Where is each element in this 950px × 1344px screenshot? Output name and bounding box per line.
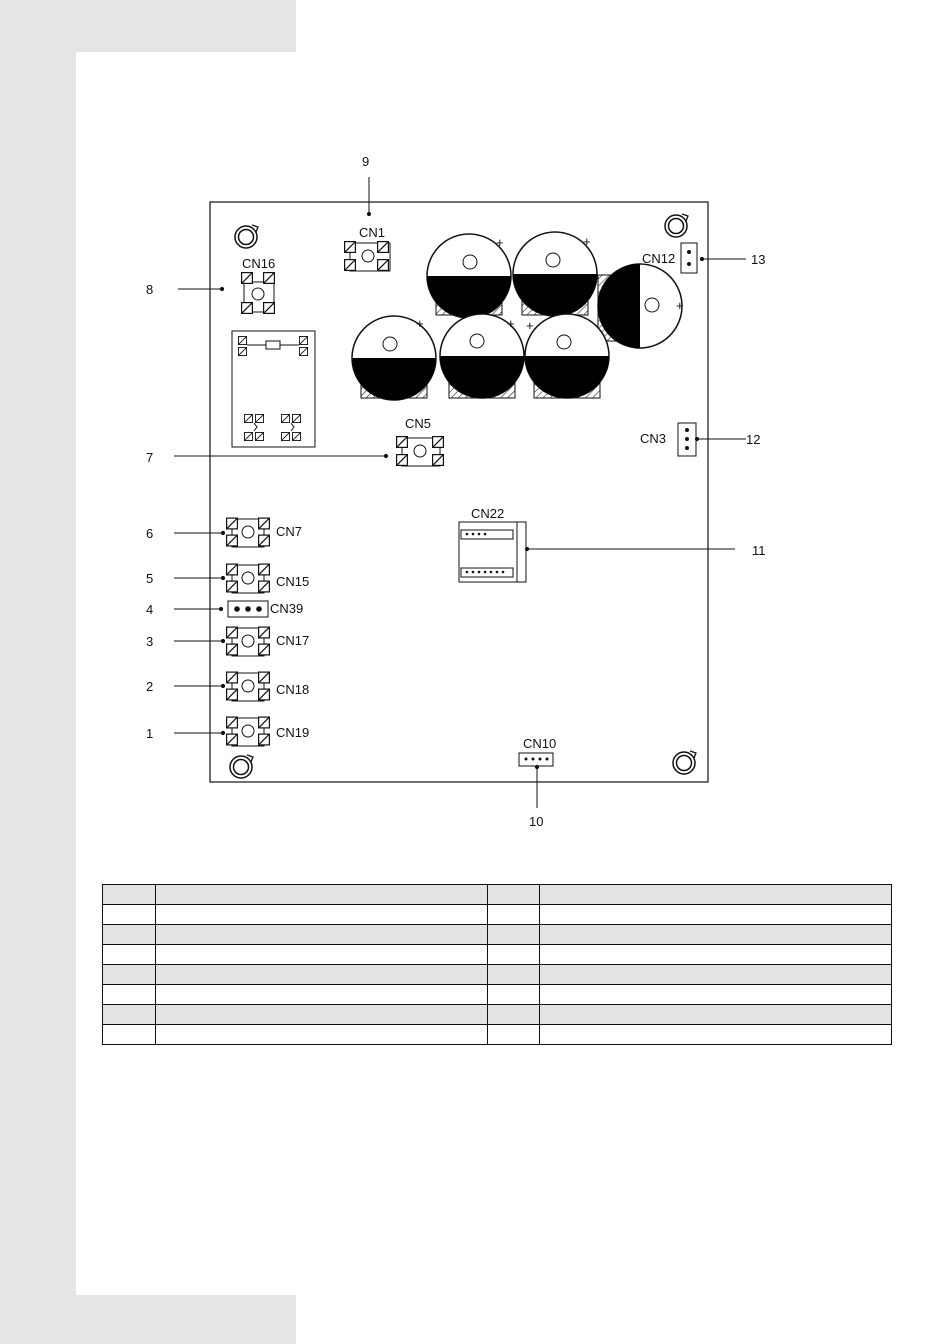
table-cell [540, 885, 892, 905]
table-row [103, 1025, 892, 1045]
label-cn12: CN12 [642, 251, 676, 266]
table-cell [156, 1025, 488, 1045]
connector-cn19 [227, 717, 270, 746]
svg-text:+: + [676, 298, 684, 313]
callout-6: 6 [146, 526, 154, 541]
callout-1: 1 [146, 726, 154, 741]
relay-component [232, 331, 315, 447]
label-cn15: CN15 [276, 574, 310, 589]
connector-cn12 [681, 243, 697, 273]
table-cell [156, 945, 488, 965]
table-cell [488, 1005, 540, 1025]
table-cell [540, 1005, 892, 1025]
table-cell [540, 965, 892, 985]
capacitor-c3 [598, 264, 684, 348]
table-cell [103, 965, 156, 985]
connector-cn3 [678, 423, 696, 456]
table-row [103, 945, 892, 965]
table-cell [488, 925, 540, 945]
table-cell [488, 885, 540, 905]
capacitor-c5 [440, 314, 524, 398]
table-row [103, 965, 892, 985]
table-row [103, 905, 892, 925]
capacitor-c6 [525, 314, 609, 398]
table-cell [488, 1025, 540, 1045]
table-cell [540, 945, 892, 965]
callout-8: 8 [146, 282, 154, 297]
table-cell [156, 905, 488, 925]
connector-cn1 [345, 242, 390, 271]
label-cn3: CN3 [640, 431, 667, 446]
table-row [103, 885, 892, 905]
table-cell [540, 985, 892, 1005]
svg-text:+: + [416, 316, 424, 331]
svg-text:+: + [496, 235, 504, 250]
label-cn22: CN22 [471, 506, 505, 521]
callout-13: 13 [751, 252, 766, 267]
svg-text:+: + [583, 234, 591, 249]
label-cn18: CN18 [276, 682, 310, 697]
table-cell [488, 905, 540, 925]
callout-5: 5 [146, 571, 154, 586]
callout-7: 7 [146, 450, 154, 465]
table-cell [103, 905, 156, 925]
callout-9: 9 [362, 154, 370, 169]
table-row [103, 985, 892, 1005]
capacitor-c2 [513, 232, 597, 316]
label-cn39: CN39 [270, 601, 304, 616]
connector-cn5 [397, 437, 444, 466]
capacitor-c1 [427, 234, 511, 318]
connector-cn7 [227, 518, 270, 547]
table-cell [103, 925, 156, 945]
table-cell [488, 965, 540, 985]
svg-text:+: + [507, 316, 515, 331]
callout-11: 11 [752, 543, 766, 558]
table-cell [156, 885, 488, 905]
table-cell [156, 965, 488, 985]
label-cn16: CN16 [242, 256, 276, 271]
connector-cn17 [227, 627, 270, 656]
connector-table [102, 884, 892, 1045]
table-row [103, 1005, 892, 1025]
callout-10: 10 [529, 814, 544, 829]
table-cell [156, 1005, 488, 1025]
label-cn7: CN7 [276, 524, 303, 539]
connector-cn22 [459, 522, 526, 582]
table-cell [488, 945, 540, 965]
label-cn5: CN5 [405, 416, 432, 431]
callout-12: 12 [746, 432, 761, 447]
table-cell [488, 985, 540, 1005]
connector-cn18 [227, 672, 270, 701]
table-cell [103, 885, 156, 905]
table-cell [103, 1005, 156, 1025]
table-cell [103, 1025, 156, 1045]
label-cn19: CN19 [276, 725, 310, 740]
table-cell [103, 945, 156, 965]
label-cn17: CN17 [276, 633, 310, 648]
table-cell [156, 925, 488, 945]
table-cell [540, 905, 892, 925]
connector-cn15 [227, 564, 270, 593]
callout-3: 3 [146, 634, 154, 649]
table-cell [156, 985, 488, 1005]
table-cell [540, 925, 892, 945]
callout-2: 2 [146, 679, 154, 694]
svg-text:+: + [526, 318, 534, 333]
connector-cn39 [228, 601, 268, 617]
table-cell [540, 1025, 892, 1045]
connector-cn10 [519, 753, 553, 766]
table-row [103, 925, 892, 945]
callout-4: 4 [146, 602, 154, 617]
label-cn1: CN1 [359, 225, 386, 240]
table-cell [103, 985, 156, 1005]
capacitor-c4 [352, 316, 436, 400]
label-cn10: CN10 [523, 736, 557, 751]
